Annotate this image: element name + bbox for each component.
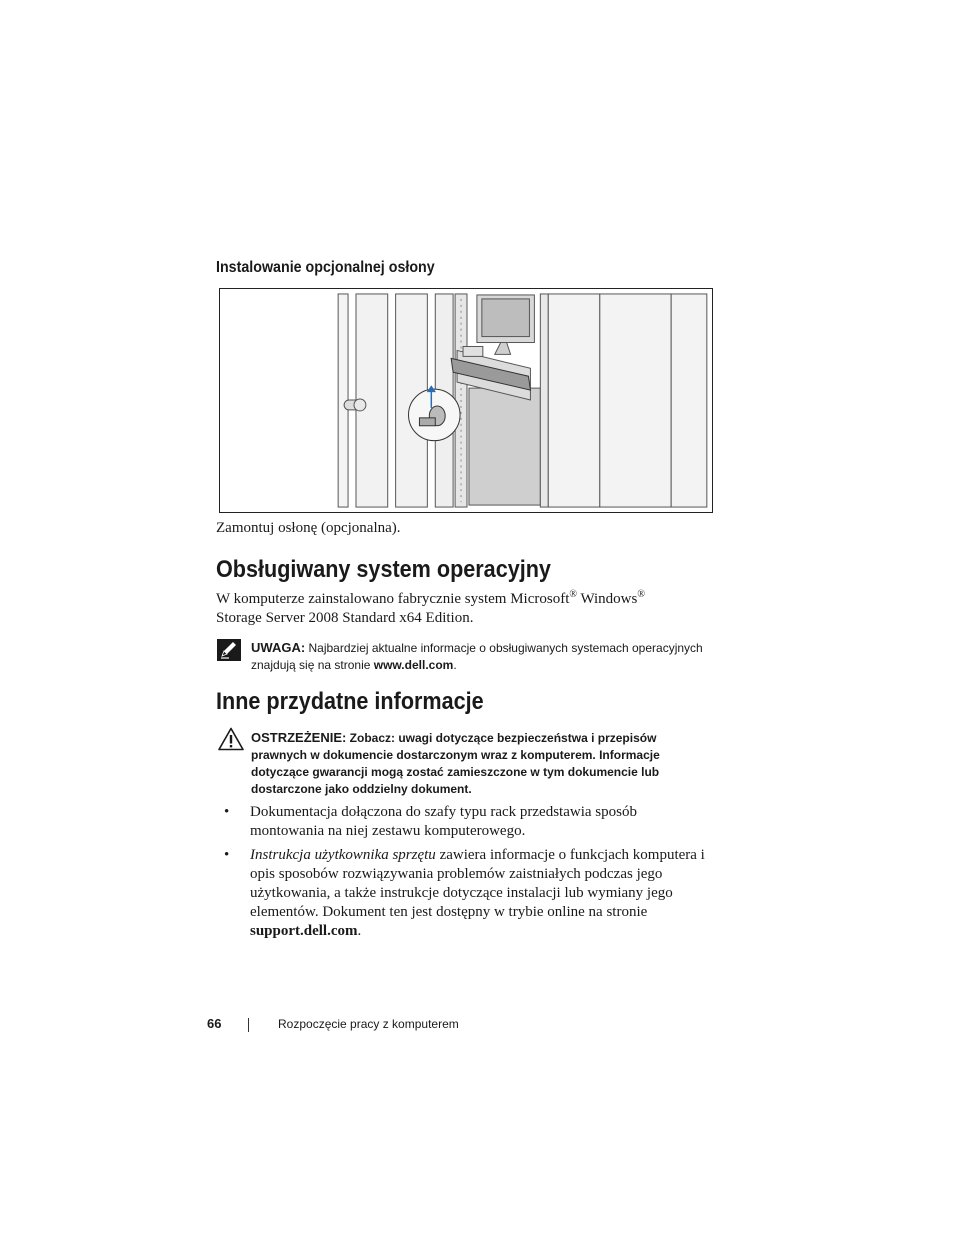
heading-other-info: Inne przydatne informacje [216,688,484,715]
pencil-note-icon [217,639,241,661]
note-block [251,639,721,674]
support-dell-link[interactable]: support.dell.com [250,923,358,939]
os-paragraph [216,590,716,628]
info-bullet-list [224,803,714,946]
bezel-installation-figure [219,288,713,513]
bullet-glyph: • [224,804,230,820]
hardware-manual-title: Instrukcja użytkownika sprzętu [250,847,436,863]
os-text-3: Storage Server 2008 Standard x64 Edition. [216,610,474,626]
note-label: UWAGA: [251,640,306,655]
dell-com-link[interactable]: www.dell.com [373,658,454,672]
list-item [224,803,714,841]
warning-text: Zobacz: uwagi dotyczące bezpieczeństwa i przepisów prawnych w dokumencie dostarczonym wraz z komputerem. Informacje dotyczące gwarancji mogą zostać zamieszczone w tym dokumencie lub dostarczone jako oddzielny dokument. [251,731,660,796]
registered-mark: ® [569,589,577,600]
figure-caption: Zamontuj osłonę (opcjonalna). [216,520,401,536]
note-text: Najbardziej aktualne informacje o obsługiwanych systemach operacyjnych znajdują się na stronie [251,641,703,672]
heading-supported-os: Obsługiwany system operacyjny [216,556,551,583]
bullet-end: . [357,923,362,939]
list-item [224,846,714,941]
footer-divider [248,1018,249,1032]
note-end: . [453,658,457,672]
warning-triangle-icon [218,727,244,751]
warning-block [251,729,691,798]
os-text-2: Windows [576,591,638,607]
registered-mark: ® [637,589,645,600]
page-number: 66 [207,1016,222,1031]
running-title: Rozpoczęcie pracy z komputerem [278,1017,459,1031]
bullet-text: zawiera informacje o funkcjach komputera i opis sposobów rozwiązywania problemów zaistniałych podczas jego użytkowania, a także instrukcje dotyczące instalacji lub wymiany jego elementów. Dokument ten jest dostępny w trybie online na stronie [250,847,705,920]
rack-bezel-illustration [220,289,712,512]
bullet-text: Dokumentacja dołączona do szafy typu rack przedstawia sposób montowania na niej zestawu komputerowego. [250,804,637,839]
os-text-1: W komputerze zainstalowano fabrycznie system Microsoft [216,591,570,607]
section-subheading: Instalowanie opcjonalnej osłony [216,259,435,276]
warning-label: OSTRZEŻENIE: [251,730,347,745]
bullet-glyph: • [224,847,230,863]
